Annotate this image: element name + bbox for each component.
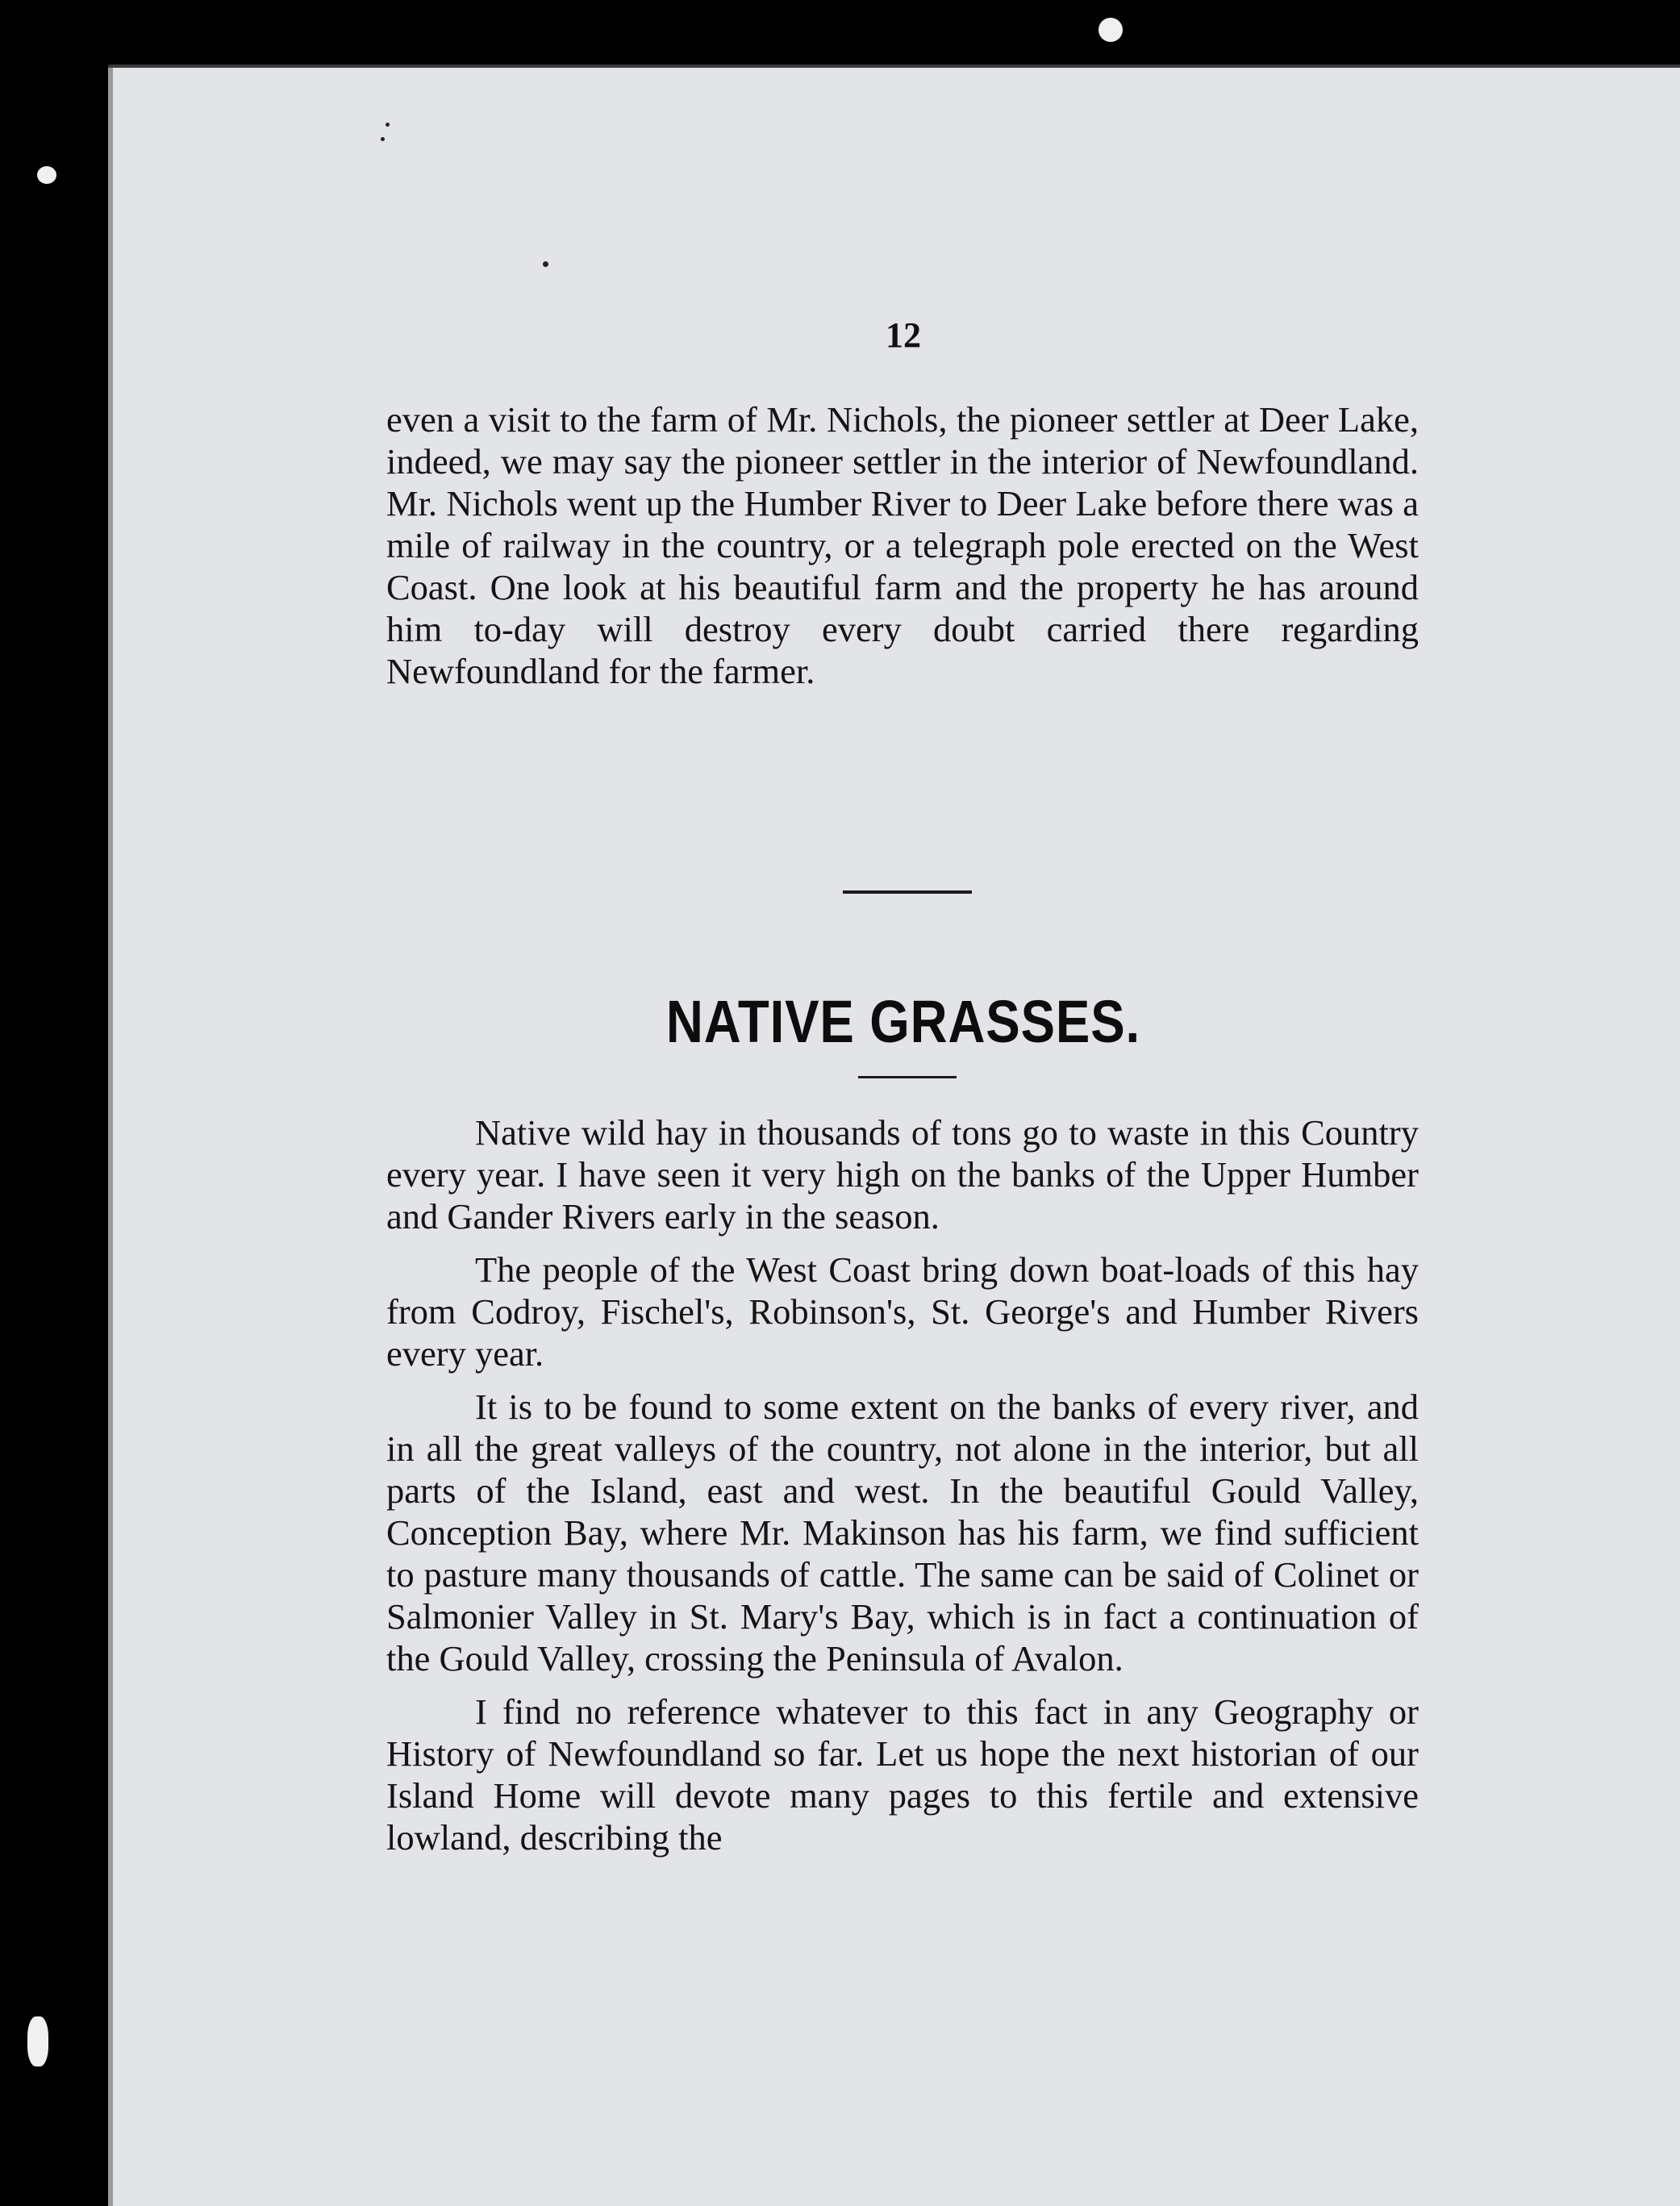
- page-blemish: [543, 261, 548, 267]
- page-blemish: [381, 137, 385, 141]
- intro-paragraph: even a visit to the farm of Mr. Nichols, the pioneer settler at Deer Lake, indeed, we may say the pioneer settler in the interior of Newfoundland. Mr. Nichols went up the Humber River to Deer Lake before there was a mile of railway in the country, or a telegraph pole erected on the West Coast. One look at his beautiful farm and the property he has around him to-day will destroy every doubt carried there regarding Newfoundland for the farmer.: [386, 399, 1419, 691]
- body-paragraph-3: It is to be found to some extent on the banks of every river, and in all the great valleys of the country, not alone in the interior, but all parts of the Island, east and west. In the beautiful Gould Valley, Conception Bay, where Mr. Makinson has his farm, we find sufficient to pasture many thousands of cattle. The same can be said of Colinet or Salmonier Valley in St. Mary's Bay, which is in fact a continuation of the Gould Valley, crossing the Peninsula of Avalon.: [386, 1387, 1419, 1678]
- heading-underline: [858, 1076, 957, 1078]
- intro-paragraph-block: [386, 398, 1419, 692]
- section-heading: NATIVE GRASSES.: [665, 988, 1141, 1055]
- body-paragraph-1: Native wild hay in thousands of tons go to waste in this Country every year. I have seen it very high on the banks of the Upper Humber and Gander Rivers early in the season.: [386, 1112, 1419, 1236]
- body-paragraph-2: The people of the West Coast bring down boat-loads of this hay from Codroy, Fischel's, Robinson's, St. George's and Humber Rivers every year.: [386, 1249, 1419, 1374]
- film-speck: [37, 166, 56, 184]
- section-divider: [843, 890, 972, 894]
- section-body: [386, 1111, 1419, 1870]
- page-blemish: [386, 123, 390, 127]
- body-paragraph-4: I find no reference whatever to this fact in any Geography or History of Newfoundland so far. Let us hope the next historian of our Island Home will devote many pages to this fertile and extensive lowland, describing the: [386, 1691, 1419, 1858]
- page-number: 12: [886, 315, 921, 355]
- film-speck: [1098, 18, 1123, 42]
- film-speck: [27, 2016, 48, 2066]
